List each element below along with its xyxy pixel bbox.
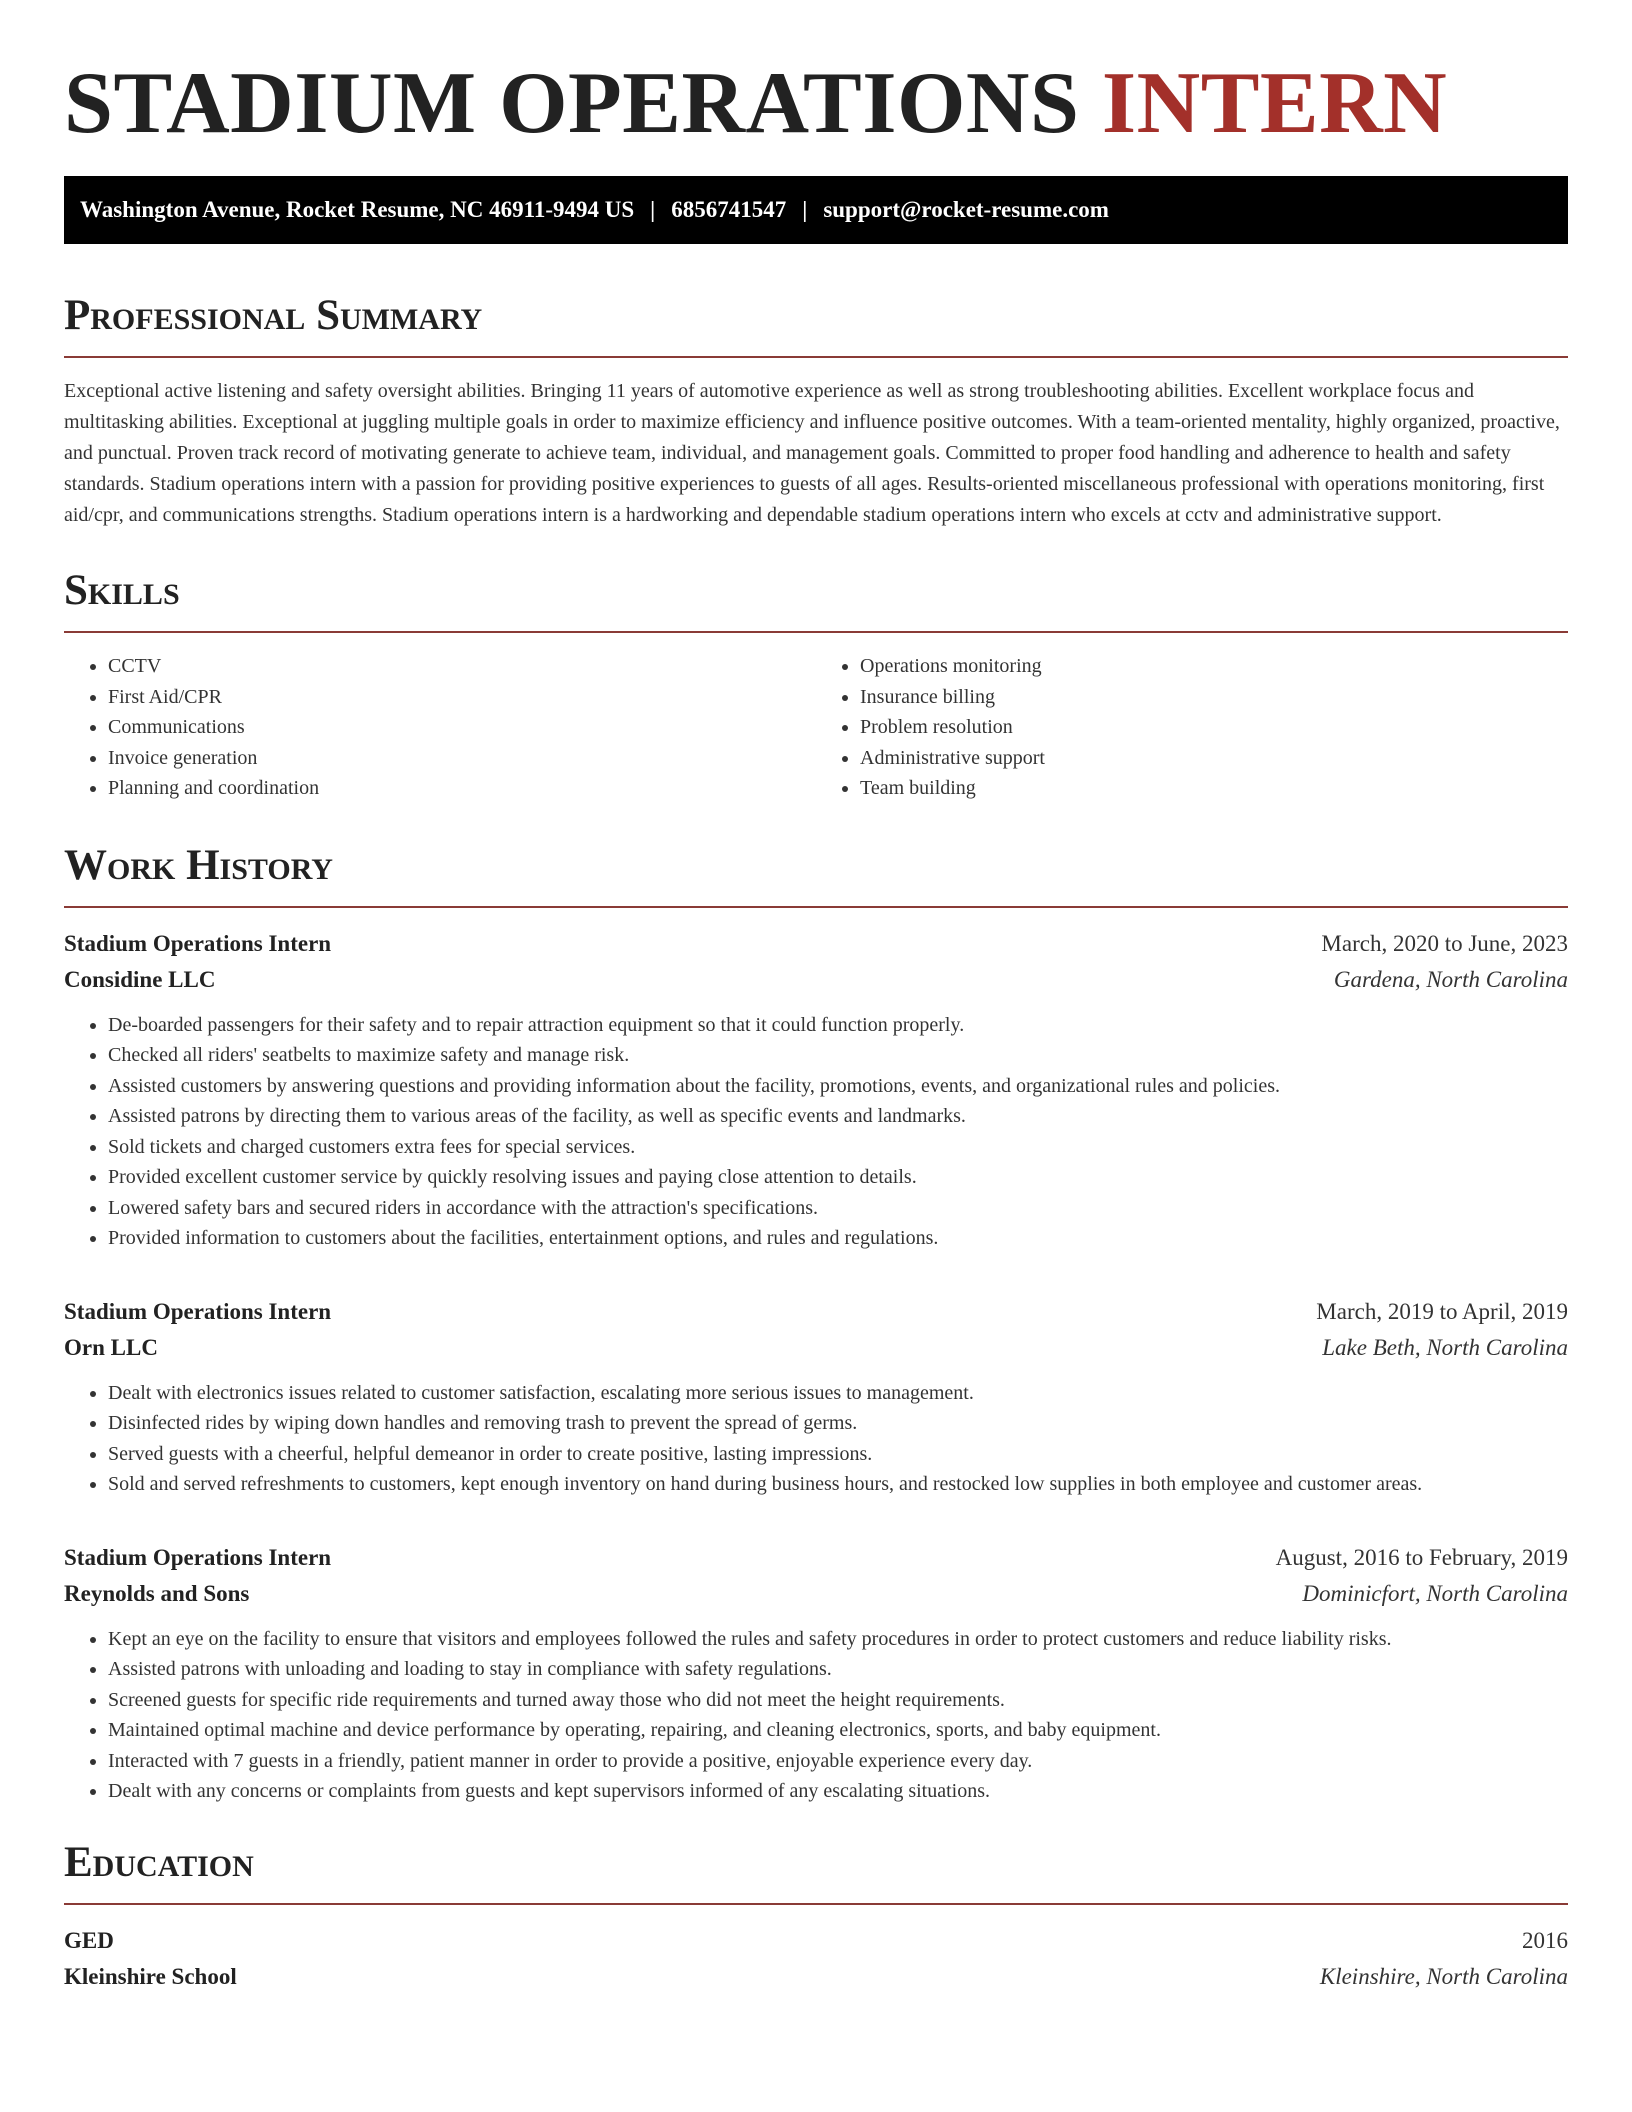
skills-title: Skills — [64, 567, 180, 614]
section-divider — [64, 1903, 1568, 1905]
skills-list-right — [816, 651, 1568, 804]
skill-item: • CCTV — [108, 651, 816, 682]
job-bullet: • Dealt with electronics issues related to customer satisfaction, escalating more serious issues to management. — [108, 1378, 1568, 1409]
job-entry — [64, 1294, 1568, 1500]
skill-item: • Insurance billing — [860, 682, 1568, 713]
summary-section — [64, 290, 1568, 531]
job-company: Reynolds and Sons — [64, 1580, 250, 1606]
section-divider — [64, 906, 1568, 908]
contact-email: support@rocket-resume.com — [823, 197, 1109, 222]
job-bullet: • Dealt with any concerns or complaints from guests and kept supervisors informed of any escalating situations. — [108, 1776, 1568, 1807]
job-title: Stadium Operations Intern — [64, 930, 332, 956]
job-bullet: • Provided excellent customer service by quickly resolving issues and paying close attention to details. — [108, 1162, 1568, 1193]
contact-separator: | — [802, 197, 808, 222]
job-bullet: • De-boarded passengers for their safety and to repair attraction equipment so that it could function properly. — [108, 1010, 1568, 1041]
job-bullets — [64, 1624, 1568, 1807]
education-school: Kleinshire School — [64, 1963, 237, 1989]
job-bullet: • Served guests with a cheerful, helpful demeanor in order to create positive, lasting impressions. — [108, 1439, 1568, 1470]
job-header-row — [64, 1540, 1568, 1576]
job-header-row — [64, 926, 1568, 962]
summary-text: Exceptional active listening and safety oversight abilities. Bringing 11 years of automotive experience as well as strong troubleshooting abilities. Excellent workplace focus and multitasking abilities. Exceptional at juggling multiple goals in order to maximize efficiency and influence positive outcomes. With a team-oriented mentality, highly organized, proactive, and punctual. Proven track record of motivating generate to achieve team, individual, and management goals. Committed to proper food handling and adherence to health and safety standards. Stadium operations intern with a passion for providing positive experiences to guests of all ages. Results-oriented miscellaneous professional with operations monitoring, first aid/cpr, and communications strengths. Stadium operations intern is a hardworking and dependable stadium operations intern who excels at cctv and administrative support. — [64, 380, 1560, 526]
education-section — [64, 1837, 1568, 1995]
job-bullet: • Kept an eye on the facility to ensure that visitors and employees followed the rules and safety procedures in order to protect customers and reduce liability risks. — [108, 1624, 1568, 1655]
job-title: Stadium Operations Intern — [64, 1298, 332, 1324]
education-school-row — [64, 1959, 1568, 1995]
education-title: Education — [64, 1838, 254, 1886]
education-year: 2016 — [1522, 1927, 1568, 1953]
contact-address: Washington Avenue, Rocket Resume, NC 46911-9494 US — [80, 197, 635, 222]
section-divider — [64, 631, 1568, 633]
skill-item: • Communications — [108, 712, 816, 743]
job-dates: March, 2019 to April, 2019 — [1316, 1298, 1568, 1324]
contact-separator: | — [650, 197, 656, 222]
job-bullet: • Maintained optimal machine and device performance by operating, repairing, and cleaning electronics, sports, and baby equipment. — [108, 1715, 1568, 1746]
education-degree: GED — [64, 1927, 114, 1953]
job-bullet: • Lowered safety bars and secured riders in accordance with the attraction's specifications. — [108, 1193, 1568, 1224]
skills-grid — [64, 651, 1568, 804]
skill-item: • Problem resolution — [860, 712, 1568, 743]
skill-item: • Operations monitoring — [860, 651, 1568, 682]
skill-item: • Invoice generation — [108, 743, 816, 774]
name-accent: INTERN — [1101, 55, 1448, 152]
work-history-section — [64, 840, 1568, 1807]
job-entry — [64, 1540, 1568, 1807]
job-company: Considine LLC — [64, 966, 216, 992]
work-history-title: Work History — [64, 841, 333, 889]
job-company-row — [64, 1330, 1568, 1366]
job-bullet: • Sold tickets and charged customers extra fees for special services. — [108, 1132, 1568, 1163]
skill-item: • Administrative support — [860, 743, 1568, 774]
job-dates: August, 2016 to February, 2019 — [1275, 1544, 1568, 1570]
job-company: Orn LLC — [64, 1334, 158, 1360]
section-divider — [64, 356, 1568, 358]
job-company-row — [64, 962, 1568, 998]
summary-title: Professional Summary — [64, 292, 483, 339]
contact-bar — [64, 176, 1568, 244]
job-bullet: • Assisted patrons by directing them to various areas of the facility, as well as specific events and landmarks. — [108, 1101, 1568, 1132]
education-location: Kleinshire, North Carolina — [1319, 1963, 1568, 1989]
job-bullet: • Assisted customers by answering questions and providing information about the facility, promotions, events, and organizational rules and policies. — [108, 1071, 1568, 1102]
education-entry — [64, 1923, 1568, 1995]
job-bullet: • Disinfected rides by wiping down handles and removing trash to prevent the spread of germs. — [108, 1408, 1568, 1439]
job-company-row — [64, 1576, 1568, 1612]
job-bullet: • Provided information to customers about the facilities, entertainment options, and rules and regulations. — [108, 1223, 1568, 1254]
job-location: Gardena, North Carolina — [1333, 966, 1568, 992]
job-bullet: • Interacted with 7 guests in a friendly, patient manner in order to provide a positive, enjoyable experience every day. — [108, 1746, 1568, 1777]
job-bullets — [64, 1010, 1568, 1254]
job-location: Lake Beth, North Carolina — [1322, 1334, 1568, 1360]
education-header-row — [64, 1923, 1568, 1959]
skill-item: • Team building — [860, 773, 1568, 804]
job-entry — [64, 926, 1568, 1254]
skill-item: • Planning and coordination — [108, 773, 816, 804]
job-location: Dominicfort, North Carolina — [1302, 1580, 1568, 1606]
name-primary: STADIUM OPERATIONS — [64, 55, 1080, 152]
contact-phone: 6856741547 — [671, 197, 787, 222]
job-bullet: • Assisted patrons with unloading and loading to stay in compliance with safety regulations. — [108, 1654, 1568, 1685]
resume-name-heading — [64, 54, 1568, 154]
job-bullet: • Sold and served refreshments to customers, kept enough inventory on hand during business hours, and restocked low supplies in both employee and customer areas. — [108, 1469, 1568, 1500]
job-dates: March, 2020 to June, 2023 — [1321, 930, 1568, 956]
skill-item: • First Aid/CPR — [108, 682, 816, 713]
job-bullet: • Screened guests for specific ride requirements and turned away those who did not meet the height requirements. — [108, 1685, 1568, 1716]
job-title: Stadium Operations Intern — [64, 1544, 332, 1570]
job-bullets — [64, 1378, 1568, 1500]
job-bullet: • Checked all riders' seatbelts to maximize safety and manage risk. — [108, 1040, 1568, 1071]
skills-section — [64, 565, 1568, 804]
job-header-row — [64, 1294, 1568, 1330]
skills-list-left — [64, 651, 816, 804]
